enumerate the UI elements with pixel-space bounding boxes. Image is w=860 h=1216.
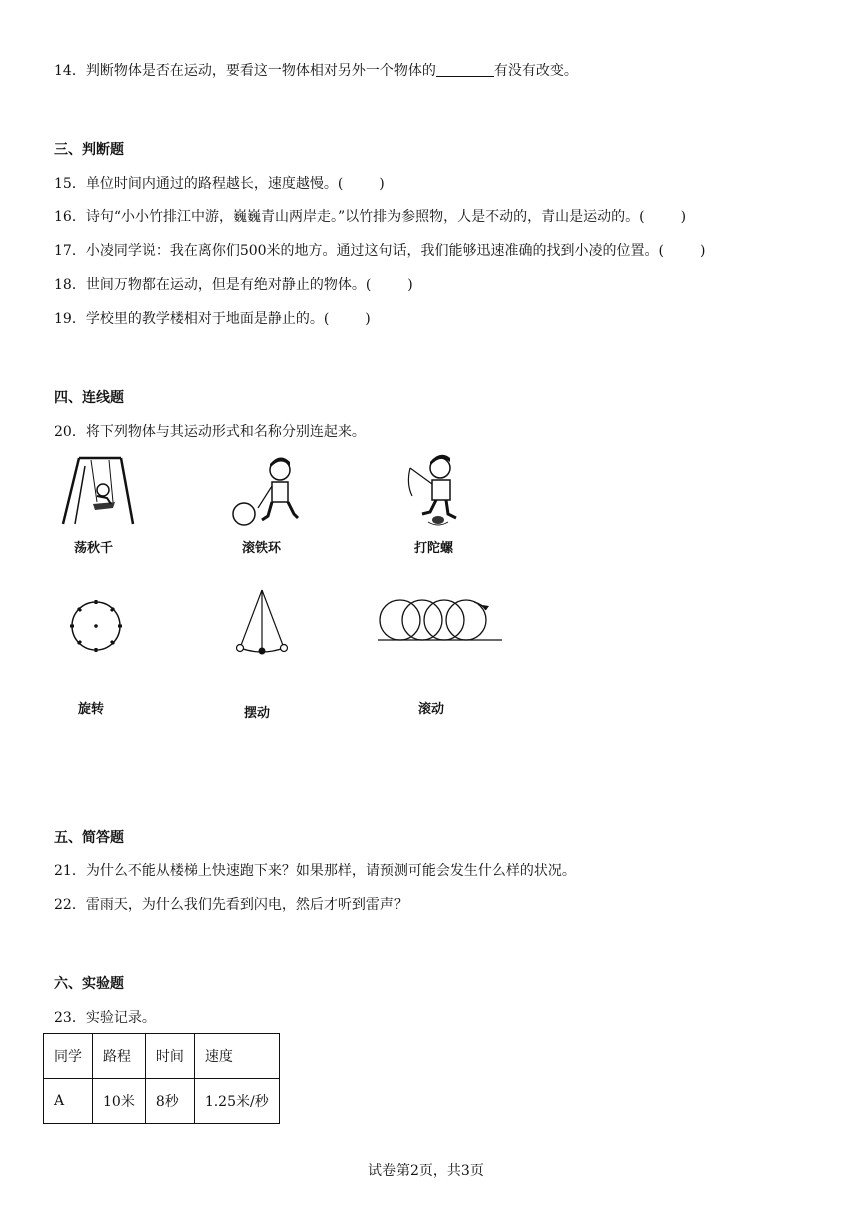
answer-blank[interactable]	[436, 62, 494, 77]
question-number: 14．	[54, 63, 86, 79]
top-spinning-illustration	[398, 454, 478, 528]
question-text: 世间万物都在运动，但是有绝对静止的物体。(	[85, 277, 372, 293]
question-20	[54, 421, 366, 441]
question-text: 雷雨天，为什么我们先看到闪电，然后才听到雷声？	[85, 897, 408, 913]
question-number: 17．	[54, 243, 86, 259]
question-text: 将下列物体与其运动形式和名称分别连起来。	[85, 424, 366, 440]
question-text: 为什么不能从楼梯上快速跑下来？如果那样，请预测可能会发生什么样的状况。	[85, 863, 576, 879]
question-text: 判断物体是否在运动，要看这一物体相对另外一个物体的	[85, 63, 436, 79]
question-text: 学校里的教学楼相对于地面是静止的。(	[85, 311, 330, 327]
header-cell: 速度	[194, 1034, 279, 1079]
object-label-hoop: 滚铁环	[242, 541, 282, 556]
experiment-record-table	[43, 1033, 280, 1124]
question-text: 实验记录。	[85, 1010, 156, 1026]
question-number: 22．	[54, 897, 86, 913]
question-number: 19．	[54, 311, 86, 327]
section-heading-matching: 四、连线题	[54, 390, 124, 406]
close-paren: )	[700, 243, 706, 259]
table-cell: 10米	[93, 1079, 146, 1124]
hoop-rolling-illustration	[228, 456, 308, 528]
close-paren: )	[407, 277, 413, 293]
table-cell: 8秒	[145, 1079, 194, 1124]
object-label-top: 打陀螺	[414, 541, 454, 556]
question-21	[54, 860, 576, 880]
table-cell: A	[44, 1079, 93, 1124]
question-text: 小凌同学说：我在离你们500米的地方。通过这句话，我们能够迅速准确的找到小凌的位置。(	[85, 243, 665, 259]
question-text: 诗句“小小竹排江中游，巍巍青山两岸走。”以竹排为参照物，人是不动的，青山是运动的。(	[85, 209, 645, 225]
close-paren: )	[680, 209, 687, 225]
rolling-diagram	[378, 596, 502, 644]
table-cell: 1.25米/秒	[194, 1079, 279, 1124]
question-number: 15．	[54, 176, 86, 192]
page-footer: 试卷第2页，共3页	[368, 1163, 484, 1179]
question-15	[54, 173, 385, 193]
section-heading-judge: 三、判断题	[54, 142, 124, 158]
question-17	[54, 240, 705, 260]
question-number: 18．	[54, 277, 86, 293]
question-number: 20．	[54, 424, 86, 440]
close-paren: )	[379, 176, 385, 192]
question-14	[54, 60, 578, 80]
question-text: 单位时间内通过的路程越长，速度越慢。(	[85, 176, 344, 192]
motion-label-swinging: 摆动	[244, 706, 271, 721]
question-16	[54, 206, 686, 226]
table-row	[44, 1079, 280, 1124]
question-19	[54, 308, 371, 328]
pendulum-diagram	[234, 588, 292, 658]
section-heading-short-answer: 五、简答题	[54, 830, 124, 846]
question-23	[54, 1007, 156, 1027]
question-number: 16．	[54, 209, 86, 225]
rotation-diagram	[68, 598, 124, 654]
close-paren: )	[365, 311, 371, 327]
header-cell: 同学	[44, 1034, 93, 1079]
motion-label-rolling: 滚动	[418, 702, 445, 717]
motion-label-rotation: 旋转	[78, 702, 105, 717]
question-22	[54, 894, 408, 914]
header-cell: 时间	[145, 1034, 194, 1079]
question-number: 21．	[54, 863, 86, 879]
question-text-tail: 有没有改变。	[493, 63, 578, 79]
question-18	[54, 274, 413, 294]
question-number: 23．	[54, 1010, 86, 1026]
section-heading-experiment: 六、实验题	[54, 976, 124, 992]
header-cell: 路程	[93, 1034, 146, 1079]
swing-illustration	[55, 452, 145, 530]
table-header-row	[44, 1034, 280, 1079]
object-label-swing: 荡秋千	[74, 541, 114, 556]
